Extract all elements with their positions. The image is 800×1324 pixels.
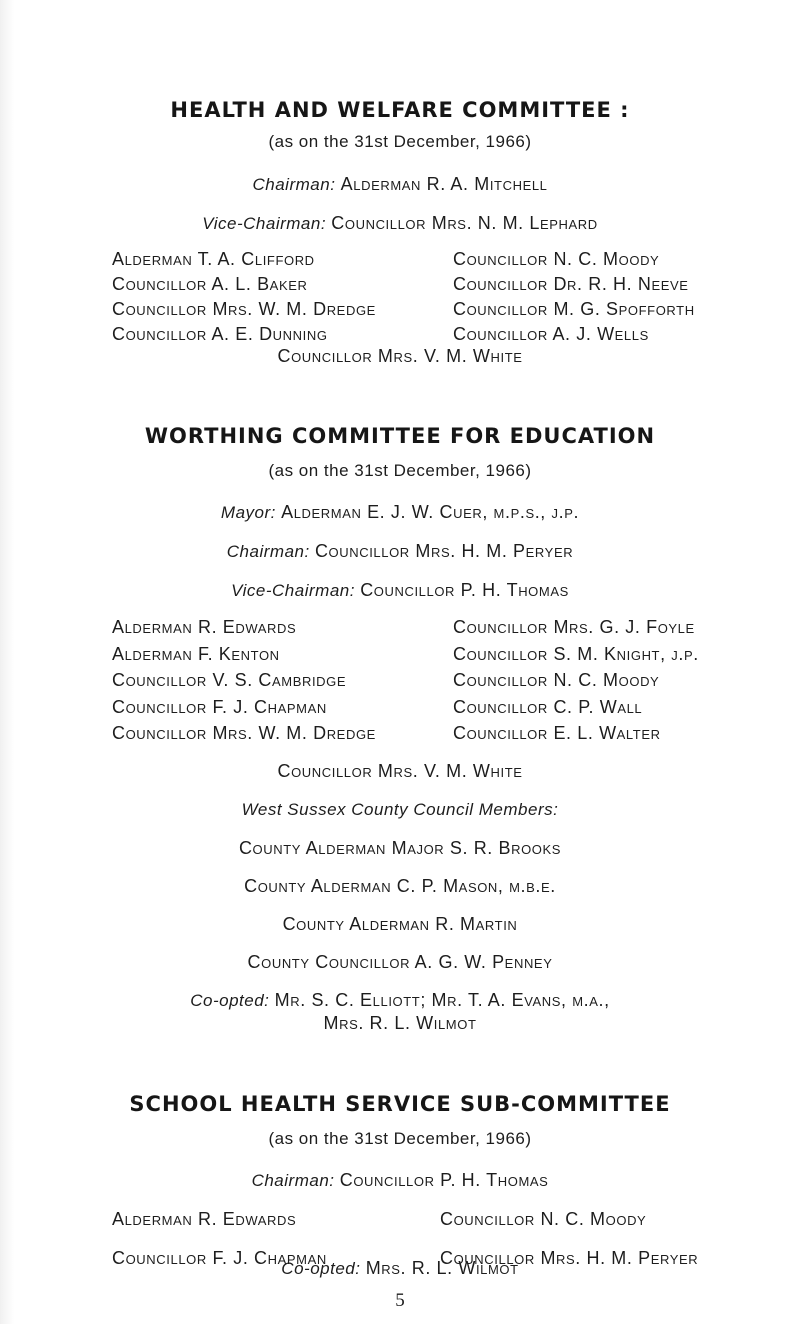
member: Councillor N. C. Moody <box>453 249 660 269</box>
member: Councillor C. P. Wall <box>453 696 643 717</box>
county-member: County Alderman R. Martin <box>282 914 518 934</box>
member: Councillor Dr. R. H. Neeve <box>453 274 689 294</box>
member: Councillor F. J. Chapman <box>112 696 327 717</box>
education-chairman <box>0 541 800 562</box>
vice-chairman-label: Vice-Chairman: <box>202 214 327 233</box>
member: Councillor V. S. Cambridge <box>112 670 347 690</box>
health-vice-chairman <box>0 213 800 234</box>
chairman-name: Councillor Mrs. H. M. Peryer <box>314 541 574 561</box>
school-chairman <box>0 1170 800 1191</box>
page-number: 5 <box>395 1290 405 1311</box>
county-members-heading: West Sussex County Council Members: <box>241 800 559 819</box>
health-committee-title: HEALTH AND WELFARE COMMITTEE : <box>170 98 630 122</box>
coopted-label: Co-opted: <box>190 991 270 1010</box>
member: Councillor N. C. Moody <box>453 670 660 690</box>
education-final-member: Councillor Mrs. V. M. White <box>277 761 523 781</box>
member: Councillor Mrs. H. M. Peryer <box>440 1248 699 1268</box>
school-coopted <box>0 1258 800 1279</box>
scan-edge <box>0 0 14 1324</box>
member: Councillor N. C. Moody <box>440 1209 647 1229</box>
education-committee-title: WORTHING COMMITTEE FOR EDUCATION <box>144 424 656 448</box>
chairman-label: Chairman: <box>251 1171 335 1190</box>
member: Councillor A. J. Wells <box>453 324 649 344</box>
county-member: County Alderman C. P. Mason, m.b.e. <box>244 876 556 896</box>
member: Councillor S. M. Knight, j.p. <box>453 643 699 664</box>
member: Councillor E. L. Walter <box>453 723 661 743</box>
education-as-of: (as on the 31st December, 1966) <box>268 461 532 480</box>
education-coopted <box>0 990 800 1011</box>
member: Councillor A. L. Baker <box>112 274 308 294</box>
member: Councillor Mrs. G. J. Foyle <box>453 617 695 637</box>
county-member: County Alderman Major S. R. Brooks <box>238 838 562 858</box>
health-members-right <box>453 247 695 347</box>
chairman-label: Chairman: <box>226 542 310 561</box>
mayor-label: Mayor: <box>220 503 276 522</box>
health-members-left <box>112 247 376 347</box>
education-coopted-continued: Mrs. R. L. Wilmot <box>323 1013 477 1033</box>
chairman-label: Chairman: <box>252 175 336 194</box>
health-chairman <box>0 174 800 195</box>
coopted-names: Mr. S. C. Elliott; Mr. T. A. Evans, m.a., <box>274 990 610 1010</box>
education-mayor <box>0 502 800 523</box>
chairman-name: Alderman R. A. Mitchell <box>340 174 548 194</box>
coopted-name: Mrs. R. L. Wilmot <box>365 1258 519 1278</box>
county-member: County Councillor A. G. W. Penney <box>247 952 553 972</box>
school-subcommittee-title: SCHOOL HEALTH SERVICE SUB-COMMITTEE <box>129 1092 671 1116</box>
health-as-of: (as on the 31st December, 1966) <box>268 132 532 151</box>
member: Alderman R. Edwards <box>112 1209 297 1229</box>
member: Alderman R. Edwards <box>112 617 297 637</box>
member: Alderman T. A. Clifford <box>112 249 315 269</box>
mayor-name: Alderman E. J. W. Cuer, m.p.s., j.p. <box>281 502 580 522</box>
member: Councillor M. G. Spofforth <box>453 299 695 319</box>
coopted-label: Co-opted: <box>281 1259 361 1278</box>
health-final-member: Councillor Mrs. V. M. White <box>277 346 523 366</box>
education-members-left <box>112 614 376 747</box>
vice-chairman-name: Councillor Mrs. N. M. Lephard <box>331 213 598 233</box>
member: Councillor Mrs. W. M. Dredge <box>112 299 376 319</box>
chairman-name: Councillor P. H. Thomas <box>339 1170 549 1190</box>
vice-chairman-name: Councillor P. H. Thomas <box>360 580 569 600</box>
education-vice-chairman <box>0 580 800 601</box>
member: Councillor F. J. Chapman <box>112 1248 327 1268</box>
school-as-of: (as on the 31st December, 1966) <box>268 1129 532 1148</box>
member: Alderman F. Kenton <box>112 643 280 664</box>
education-members-right <box>453 614 699 747</box>
member: Councillor A. E. Dunning <box>112 324 328 344</box>
vice-chairman-label: Vice-Chairman: <box>231 581 355 600</box>
member: Councillor Mrs. W. M. Dredge <box>112 723 376 743</box>
